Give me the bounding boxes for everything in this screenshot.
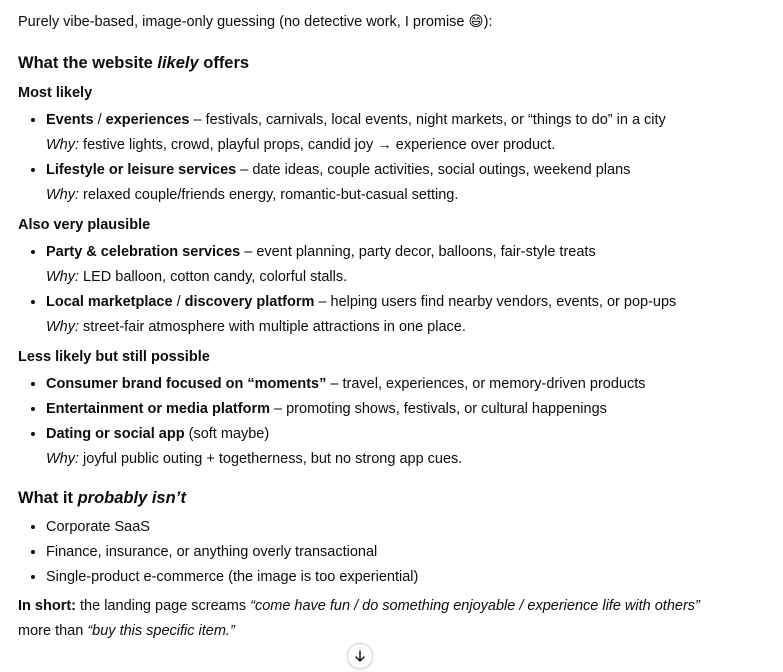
list-item: • Entertainment or media platform – promoting shows, festivals, or cultural happenings [46, 397, 758, 422]
scroll-to-bottom-button[interactable] [347, 643, 373, 669]
summary-text: In short: the landing page screams “come have fun / do something enjoyable / experience life with others” more than “buy this specific item.” [18, 598, 700, 639]
group-title-less-likely: Less likely but still possible [18, 349, 210, 365]
list-item: • Corporate SaaS [46, 515, 758, 540]
group-title-also-plausible: Also very plausible [18, 217, 151, 233]
group-list-also-plausible [18, 240, 758, 340]
why-line: Why: festive lights, crowd, playful props, candid joy → experience over product. [46, 137, 556, 153]
group-list-most-likely [18, 108, 758, 208]
section-heading-offers: What the website likely offers [18, 54, 250, 72]
intro-text: Purely vibe-based, image-only guessing (no detective work, I promise 😄): [18, 14, 493, 30]
why-line: Why: LED balloon, cotton candy, colorful stalls. [46, 269, 348, 285]
list-item: • Single-product e-commerce (the image is too experiential) [46, 565, 758, 590]
arrow-down-icon [353, 649, 367, 663]
probably-isnt-list [18, 515, 758, 590]
group-title-most-likely: Most likely [18, 85, 93, 101]
list-item: • Dating or social app (soft maybe) Why: joyful public outing + togetherness, but no strong app cues. [46, 422, 758, 472]
section-heading-probably-isnt: What it probably isn’t [18, 489, 187, 507]
why-line: Why: joyful public outing + togetherness, but no strong app cues. [46, 451, 463, 467]
list-item: • Party & celebration services – event planning, party decor, balloons, fair-style treats Why: LED balloon, cotton candy, colorful stalls. [46, 240, 758, 290]
list-item: • Finance, insurance, or anything overly transactional [46, 540, 758, 565]
why-line: Why: street-fair atmosphere with multiple attractions in one place. [46, 319, 466, 335]
list-item: • Consumer brand focused on “moments” – travel, experiences, or memory-driven products [46, 372, 758, 397]
list-item: • Lifestyle or leisure services – date ideas, couple activities, social outings, weekend plans Why: relaxed couple/friends energy, romantic-but-casual setting. [46, 158, 758, 208]
assistant-message [18, 10, 758, 644]
why-line: Why: relaxed couple/friends energy, romantic-but-casual setting. [46, 187, 459, 203]
group-list-less-likely [18, 372, 758, 472]
list-item: • Events / experiences – festivals, carnivals, local events, night markets, or “things to do” in a city Why: festive lights, crowd, playful props, candid joy → experience over product. [46, 108, 758, 158]
list-item: • Local marketplace / discovery platform – helping users find nearby vendors, events, or pop-ups Why: street-fair atmosphere with multiple attractions in one place. [46, 290, 758, 340]
